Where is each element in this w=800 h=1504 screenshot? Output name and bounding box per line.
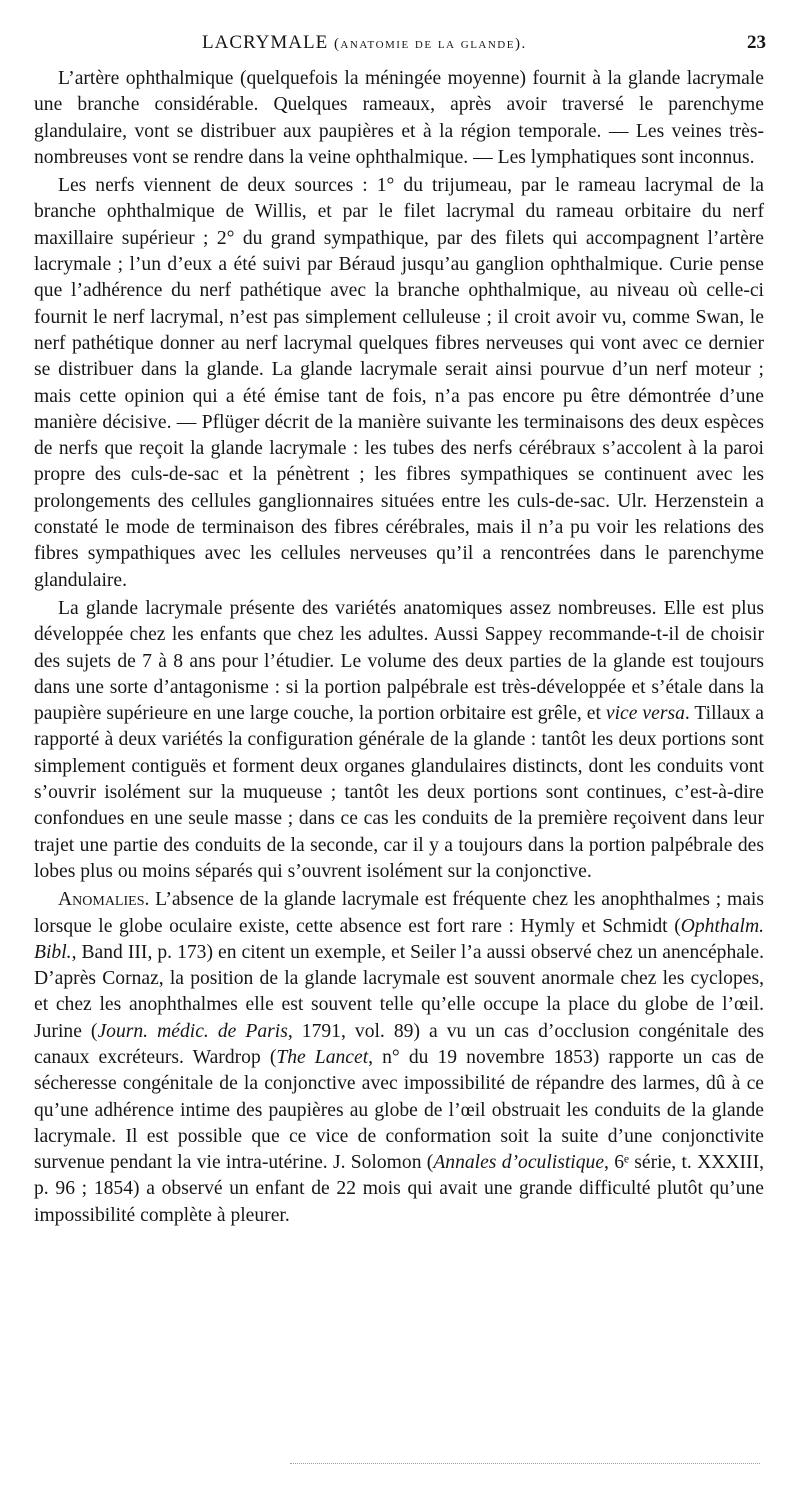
running-title (202, 32, 527, 54)
paragraph-text: L’absence de la glande lacrymale est fréquente chez les anophthalmes ; mais lorsque le globe oculaire existe, cette absence est fort rare : Hymly et Schmidt ( (34, 889, 764, 937)
italic-phrase: vice versa (605, 703, 685, 725)
citation-title: Annales d’oculistique (433, 1152, 605, 1174)
paragraph-anomalies (34, 887, 764, 1229)
body-text (34, 66, 764, 1229)
paragraph-text: , n° du 19 novembre 1853) rapporte un cas de sécheresse congénitale de la conjonctive avec impossibilité de répandre des larmes, dû à ce qu’une adhérence intime des paupières au globe de l’œil obstruait les conduits de la glande lacrymale. Il est possible que ce vice de conformation soit la suite d’une conjonctivite survenue pendant la vie intra-utérine. J. Solomon ( (34, 1046, 764, 1174)
paragraph-text: . Tillaux a rapporté à deux variétés la configuration générale de la glande : tantôt les deux portions sont simplement contiguës et forment deux organes glandulaires distincts, dont les conduits vont s’ouvrir isolément sur la muqueuse ; tantôt les deux portions sont continues, c’est-à-dire confondues en une seule masse ; dans ce cas les conduits de la première reçoivent dans leur trajet une partie des conduits de la seconde, car il y a toujours dans la portion palpébrale des lobes plus ou moins séparés qui s’ouvrent isolément sur la conjonctive. (34, 703, 764, 882)
paragraph-anatomical-varieties (34, 596, 764, 885)
running-header (0, 30, 800, 64)
paragraph-text: L’artère ophthalmique (quelquefois la méningée moyenne) fournit à la glande lacrymale une branche considérable. Quelques rameaux, après avoir traversé le parenchyme glandulaire, vont se distribuer aux paupières et à la région temporale. — Les veines très-nombreuses vont se rendre dans la veine ophthalmique. — Les lymphatiques sont inconnus. (34, 68, 764, 168)
paragraph-text: , Band III, p. 173) en citent un exemple, et Seiler l’a aussi observé chez un anencéphale. D’après Cornaz, la position de la glande lacrymale est souvent anormale chez les cyclopes, et chez les anophthalmes elle est souvent telle qu’elle occupe la place du globe de l’œil. Jurine ( (34, 941, 764, 1042)
section-lead-anomalies: Anomalies. (58, 889, 150, 911)
paragraph-arteries-veins (34, 66, 764, 171)
running-title-subtitle: (anatomie de la glande). (333, 36, 527, 52)
citation-title: The Lancet (276, 1046, 369, 1068)
paragraph-nerves (34, 173, 764, 594)
paragraph-text: , 6ᵉ série, t. XXXIII, p. 96 ; 1854) a observé un enfant de 22 mois qui avait une grande difficulté plutôt qu’une impossibilité complète à pleurer. (34, 1152, 765, 1226)
page-number: 23 (747, 32, 766, 53)
paragraph-text: La glande lacrymale présente des variétés anatomiques assez nombreuses. Elle est plus développée chez les enfants que chez les adultes. Aussi Sappey recommande-t-il de choisir des sujets de 7 à 8 ans pour l’étudier. Le volume des deux parties de la glande est toujours dans une sorte d’antagonisme : si la portion palpébrale est très-développée et s’étale dans la paupière supérieure en une large couche, la portion orbitaire est grêle, et (34, 597, 764, 725)
paragraph-text: Les nerfs viennent de deux sources : 1° du trijumeau, par le rameau lacrymal de la branche ophthalmique de Willis, et par le filet lacrymal du rameau orbitaire du nerf maxillaire supérieur ; 2° du grand sympathique, par des filets qui accompagnent l’artère lacrymale ; l’un d’eux a été suivi par Béraud jusqu’au ganglion ophthalmique. Curie pense que l’adhérence du nerf pathétique avec la branche ophthalmique, au niveau où celle-ci fournit le nerf lacrymal, n’est pas simplement celluleuse ; il croit avoir vu, comme Swan, le nerf pathétique donner au nerf lacrymal quelques fibres nerveuses qui vont avec ce dernier se distribuer dans la glande. La glande lacrymale serait ainsi pourvue d’un nerf moteur ; mais cette opinion qui a été émise tant de fois, n’a pas encore pu être démontrée d’une manière décisive. — Pflüger décrit de la manière suivante les terminaisons des deux espèces de nerfs que reçoit la glande lacrymale : les tubes des nerfs cérébraux s’accolent à la paroi propre des culs-de-sac et la pénètrent ; les fibres sympathiques se continuent avec les prolongements des cellules ganglionnaires situées entre les culs-de-sac. Ulr. Herzenstein a constaté le mode de terminaison des fibres cérébrales, mais il n’a pu voir les relations des fibres sympathiques avec les cellules nerveuses qu’il a rencontrées dans le parenchyme glandulaire. (34, 175, 764, 591)
citation-title: Journ. médic. de Paris (97, 1020, 288, 1042)
citation-title: Ophthalm. Bibl. (34, 915, 764, 963)
bottom-print-artifact (290, 1463, 760, 1468)
running-title-main: LACRYMALE (202, 32, 329, 53)
paragraph-text: , 1791, vol. 89) a vu un cas d’occlusion congénitale des canaux excréteurs. Wardrop ( (34, 1020, 764, 1068)
